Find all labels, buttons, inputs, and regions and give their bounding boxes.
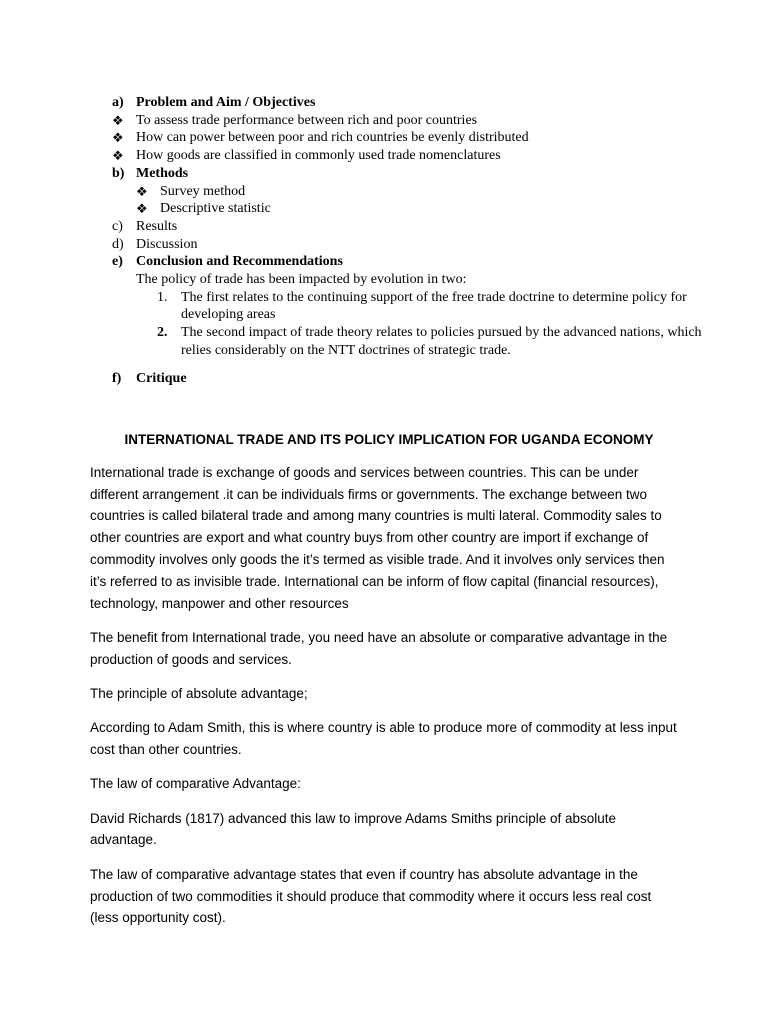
bullet-text: Descriptive statistic <box>160 201 271 217</box>
outline-item-d <box>112 236 712 254</box>
outline-item-b <box>112 165 712 183</box>
outline-item-f <box>112 370 712 388</box>
essay-subheading: The principle of absolute advantage; <box>90 685 308 701</box>
numbered-text: The second impact of trade theory relates to policies pursued by the advanced nations, which relies considerably on the NTT doctrines of strategic trade. <box>181 325 702 358</box>
diamond-bullet-icon: ❖ <box>112 130 124 146</box>
conclusion-intro: The policy of trade has been impacted by evolution in two: <box>136 272 467 288</box>
diamond-bullet-icon: ❖ <box>112 112 124 128</box>
outline-marker: e) <box>112 254 123 270</box>
outline-heading: Discussion <box>136 236 198 252</box>
outline-heading: Methods <box>136 165 189 181</box>
essay-paragraph: International trade is exchange of goods and services between countries. This can be under different arrangement .it can be individuals firms or governments. The exchange between two countries is called bilateral trade and among many countries is multi lateral. Commodity sales to other countries are export and what country buys from other country are import if exchange of commodity involves only goods the it’s termed as visible trade. And it involves only services then it’s referred to as invisible trade. International can be inform of flow capital (financial resources), technology, manpower and other resources <box>90 464 665 611</box>
essay-paragraph: According to Adam Smith, this is where country is able to produce more of commodity at less input cost than other countries. <box>90 720 677 758</box>
number-marker: 1. <box>157 289 168 305</box>
outline-heading: Results <box>136 218 178 234</box>
outline-marker: c) <box>112 218 123 234</box>
outline-marker: b) <box>112 165 125 181</box>
bullet-item <box>112 183 712 201</box>
outline-marker: a) <box>112 95 124 110</box>
outline-heading: Problem and Aim / Objectives <box>136 95 316 110</box>
diamond-bullet-icon: ❖ <box>136 183 148 199</box>
essay-paragraph: David Richards (1817) advanced this law to improve Adams Smiths principle of absolute advantage. <box>90 810 617 848</box>
bullet-item <box>112 129 712 147</box>
number-marker: 2. <box>157 325 168 341</box>
bullet-item <box>112 112 712 130</box>
diamond-bullet-icon: ❖ <box>136 201 148 217</box>
bullet-text: How goods are classified in commonly used trade nomenclatures <box>136 148 501 164</box>
outline-marker: f) <box>112 370 122 386</box>
essay-subheading: The law of comparative Advantage: <box>90 776 301 792</box>
essay-section <box>90 429 680 942</box>
outline-item-e <box>112 253 712 271</box>
outline-item-c <box>112 218 712 236</box>
essay-paragraph: The law of comparative advantage states that even if country has absolute advantage in the production of two commodities it should produce that commodity where it occurs less real cost (less opportunity cost). <box>90 866 652 926</box>
bullet-text: Survey method <box>160 183 246 199</box>
diamond-bullet-icon: ❖ <box>112 148 124 164</box>
bullet-text: How can power between poor and rich countries be evenly distributed <box>136 130 529 146</box>
outline-heading: Conclusion and Recommendations <box>136 254 343 270</box>
numbered-text: The first relates to the continuing support of the free trade doctrine to determine policy for developing areas <box>181 289 687 323</box>
essay-title: INTERNATIONAL TRADE AND ITS POLICY IMPLICATION FOR UGANDA ECONOMY <box>124 432 654 447</box>
numbered-item <box>112 289 712 324</box>
outline-marker: d) <box>112 236 124 252</box>
outline-item-a <box>112 94 712 112</box>
outline-section <box>112 94 712 387</box>
bullet-item <box>112 147 712 165</box>
essay-paragraph: The benefit from International trade, you need have an absolute or comparative advantage in the production of goods and services. <box>90 629 668 667</box>
outline-heading: Critique <box>136 370 187 386</box>
bullet-item <box>112 200 712 218</box>
bullet-text: To assess trade performance between rich and poor countries <box>136 112 478 128</box>
numbered-item <box>112 324 712 359</box>
